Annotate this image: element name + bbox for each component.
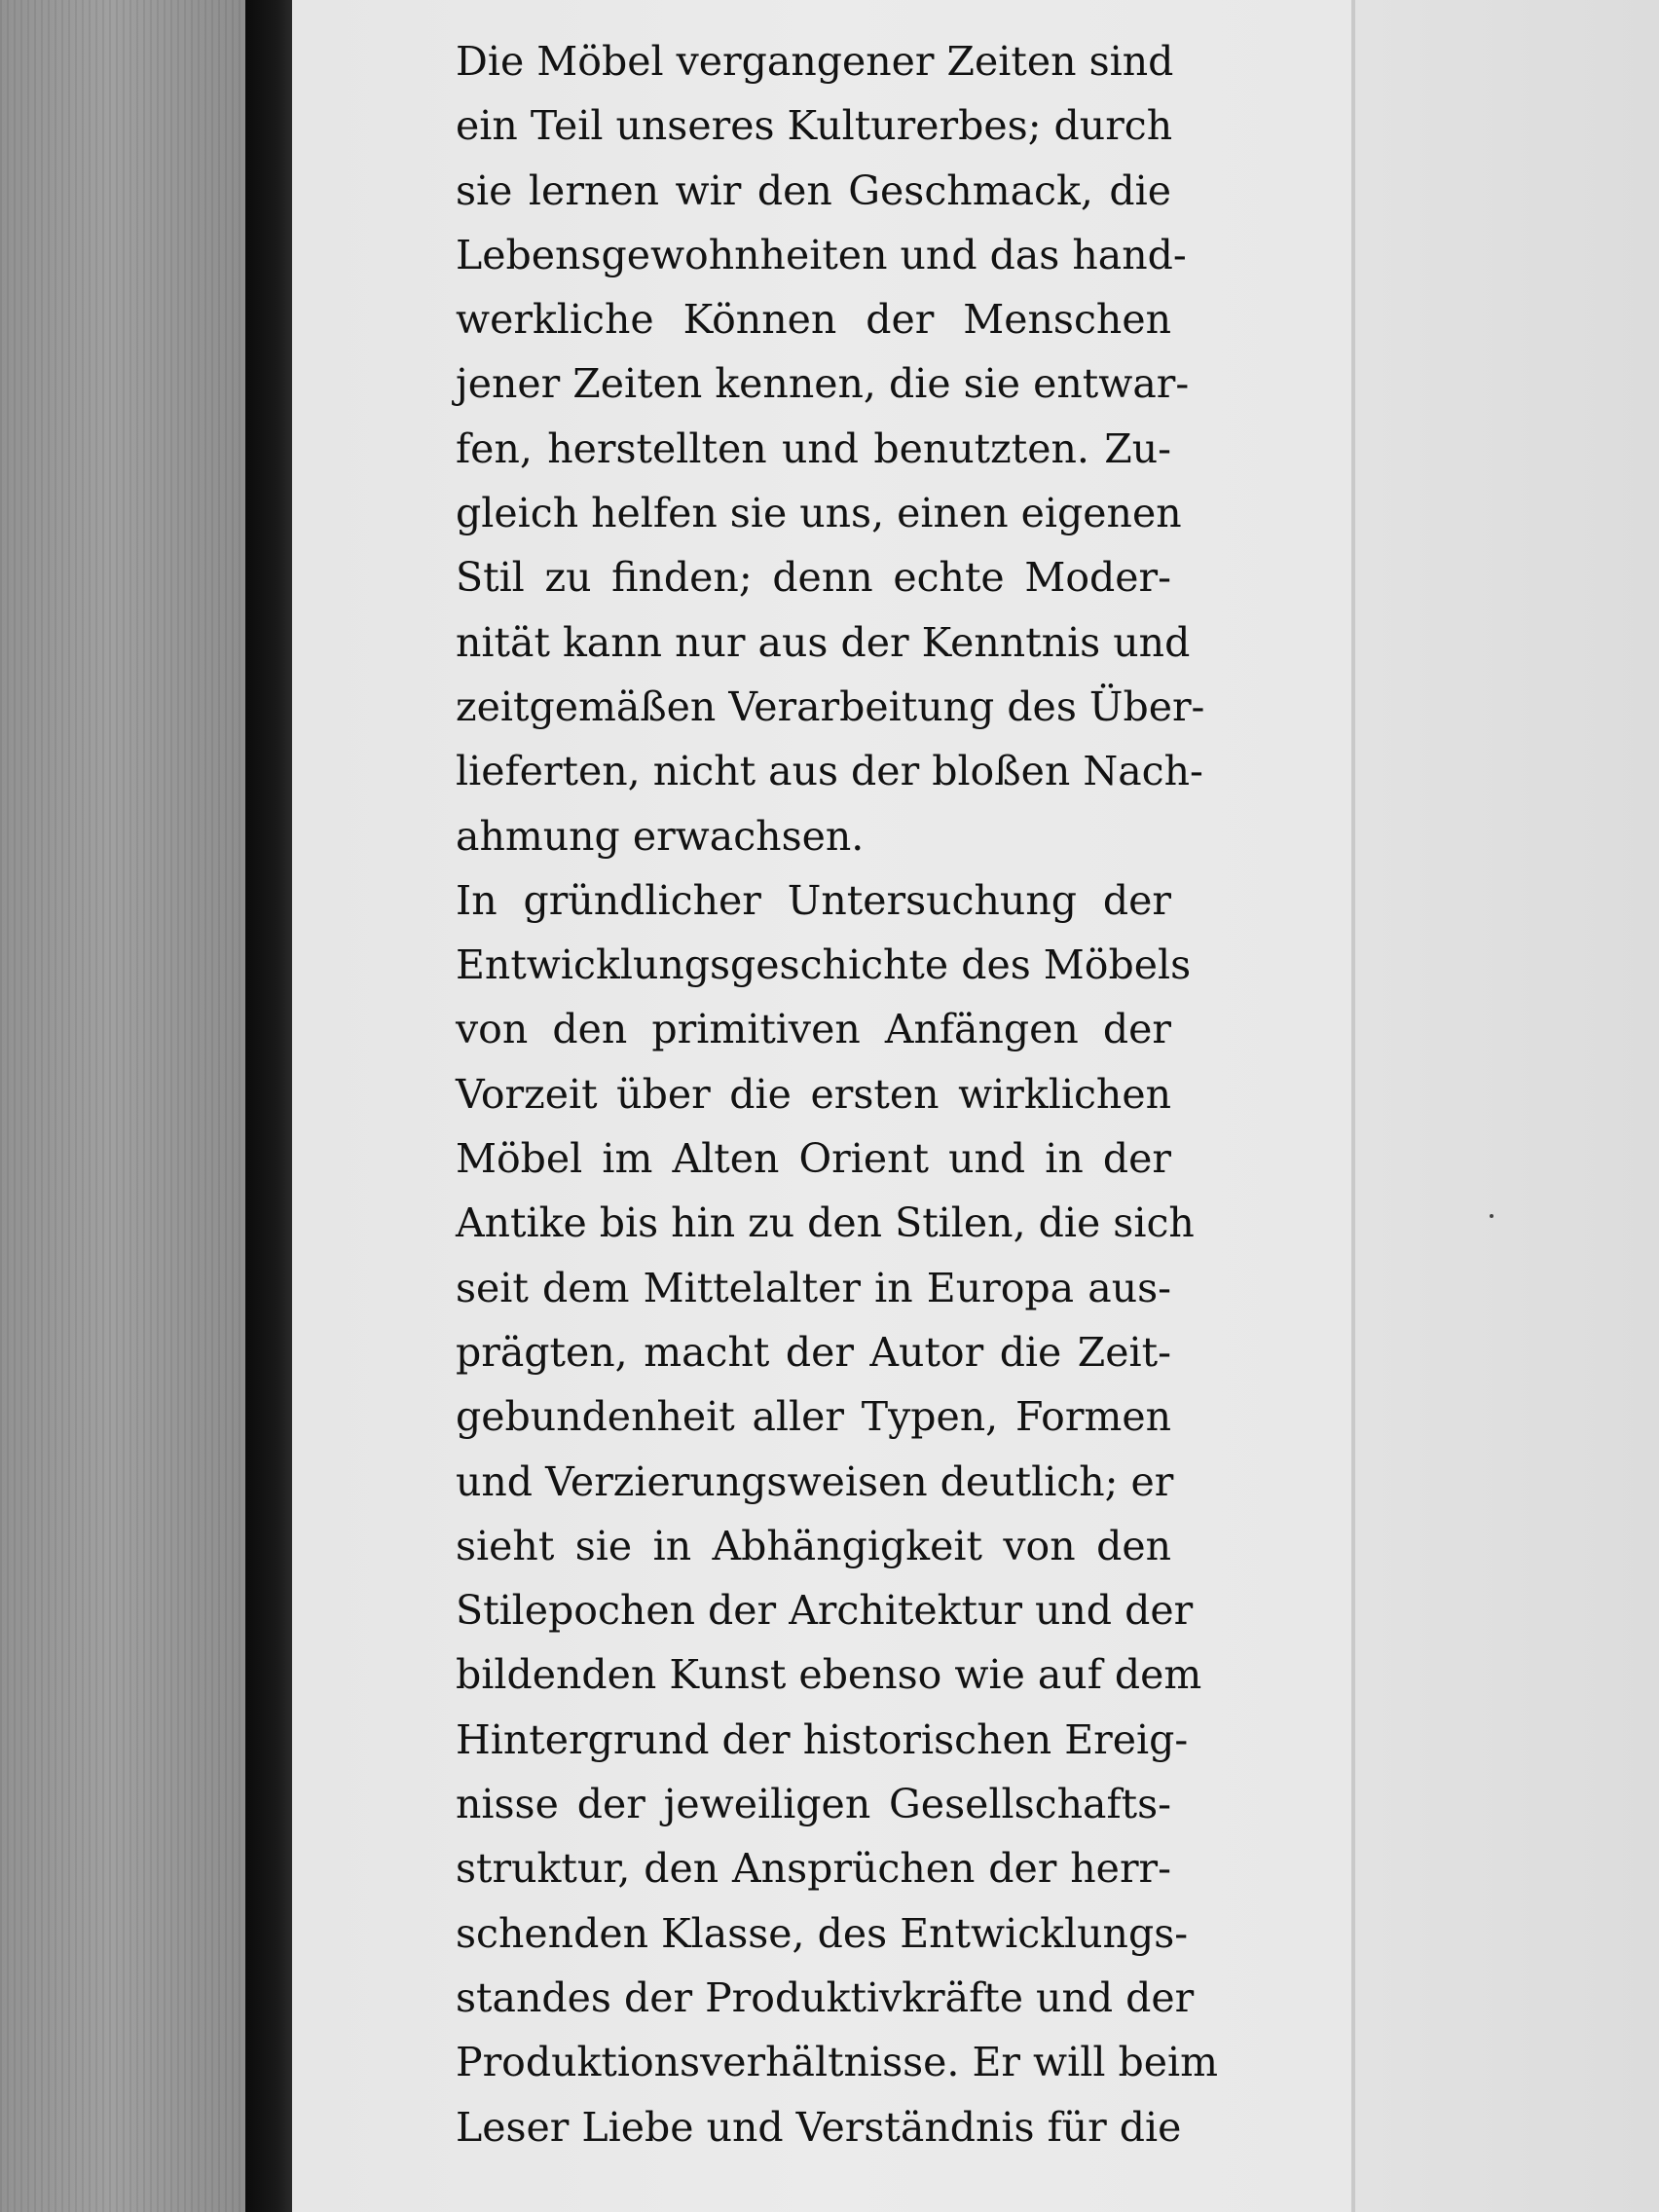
- text-line: bildenden Kunst ebenso wie auf dem: [456, 1651, 1202, 1699]
- text-line: zeitgemäßen Verarbeitung des Über-: [456, 682, 1205, 730]
- text-line: Vorzeit über die ersten wirklichen: [456, 1070, 1171, 1118]
- text-line: Produktionsverhältnisse. Er will beim: [456, 2039, 1219, 2086]
- text-line: gleich helfen sie uns, einen eigenen: [456, 490, 1182, 537]
- text-line: standes der Produktivkräfte und der: [456, 1973, 1195, 2021]
- text-line: Stilepochen der Architektur und der: [456, 1587, 1194, 1635]
- wood-surface: [0, 0, 245, 2212]
- text-line: prägten, macht der Autor die Zeit-: [456, 1328, 1171, 1376]
- text-line: Stil zu finden; denn echte Moder-: [456, 554, 1171, 602]
- text-line: jener Zeiten kennen, die sie entwar-: [456, 360, 1190, 408]
- text-line: Leser Liebe und Verständnis für die: [456, 2103, 1182, 2151]
- text-line: Antike bis hin zu den Stilen, die sich: [456, 1199, 1195, 1247]
- text-line: sie lernen wir den Geschmack, die: [456, 166, 1171, 214]
- text-line: nisse der jeweiligen Gesellschafts-: [456, 1781, 1171, 1828]
- text-line: Möbel im Alten Orient und in der: [456, 1135, 1171, 1183]
- body-text: [456, 29, 1219, 2159]
- text-line: sieht sie in Abhängigkeit von den: [456, 1522, 1171, 1569]
- text-line: lieferten, nicht aus der bloßen Nach-: [456, 748, 1203, 795]
- text-line: ahmung erwachsen.: [456, 812, 865, 860]
- text-line: gebundenheit aller Typen, Formen: [456, 1393, 1171, 1441]
- text-line: Hintergrund der historischen Ereig-: [456, 1715, 1189, 1763]
- text-line: von den primitiven Anfängen der: [456, 1006, 1171, 1053]
- text-line: struktur, den Ansprüchen der herr-: [456, 1845, 1171, 1893]
- text-line: In gründlicher Untersuchung der: [456, 876, 1171, 924]
- text-line: schenden Klasse, des Entwicklungs-: [456, 1909, 1189, 1957]
- dust-speck: [1490, 1214, 1493, 1218]
- text-line: Die Möbel vergangener Zeiten sind: [456, 38, 1174, 85]
- text-line: ein Teil unseres Kulturerbes; durch: [456, 102, 1173, 150]
- text-line: seit dem Mittelalter in Europa aus-: [456, 1264, 1171, 1311]
- text-line: und Verzierungsweisen deutlich; er: [456, 1457, 1174, 1505]
- adjacent-sheet: [1355, 0, 1659, 2212]
- book-spine: [245, 0, 292, 2212]
- text-line: nität kann nur aus der Kenntnis und: [456, 618, 1191, 666]
- text-line: Lebensgewohnheiten und das hand-: [456, 231, 1187, 278]
- text-line: fen, herstellten und benutzten. Zu-: [456, 424, 1171, 472]
- text-line: Entwicklungsgeschichte des Möbels: [456, 941, 1192, 989]
- text-line: werkliche Können der Menschen: [456, 296, 1171, 344]
